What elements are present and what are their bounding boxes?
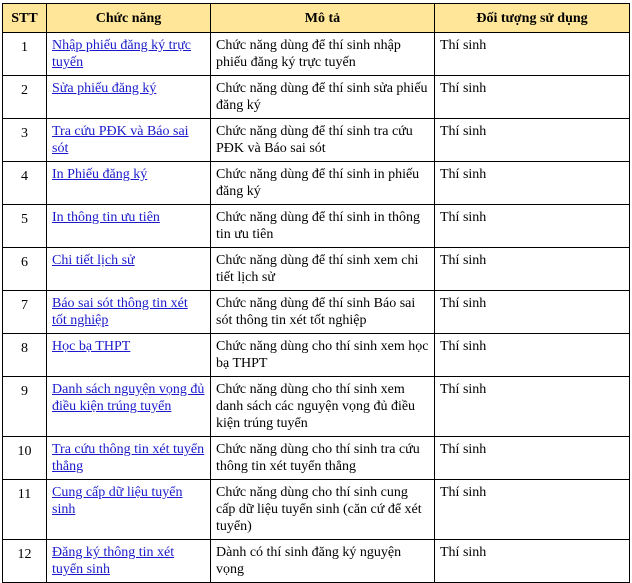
function-link[interactable]: Chi tiết lịch sử	[52, 253, 135, 268]
row-stt: 9	[3, 377, 47, 437]
header-row	[3, 4, 630, 33]
row-description: Dành có thí sinh đăng ký nguyện vọng	[211, 540, 435, 583]
row-function-cell	[47, 334, 211, 377]
row-function-cell	[47, 76, 211, 119]
function-link[interactable]: Tra cứu PĐK và Báo sai sót	[52, 124, 189, 156]
function-link[interactable]: In thông tin ưu tiên	[52, 210, 160, 225]
table-header	[3, 4, 630, 33]
row-stt: 6	[3, 248, 47, 291]
row-stt: 10	[3, 437, 47, 480]
row-description: Chức năng dùng để thí sinh tra cứu PĐK và Báo sai sót	[211, 119, 435, 162]
function-link[interactable]: Đăng ký thông tin xét tuyển sinh	[52, 545, 175, 577]
header-description: Mô tả	[211, 4, 435, 33]
header-user: Đối tượng sử dụng	[435, 4, 630, 33]
table-row	[3, 480, 630, 540]
row-description: Chức năng dùng để thí sinh nhập phiếu đăng ký trực tuyến	[211, 33, 435, 76]
row-user: Thí sinh	[435, 119, 630, 162]
row-stt: 2	[3, 76, 47, 119]
function-link[interactable]: Học bạ THPT	[52, 339, 131, 354]
row-function-cell	[47, 291, 211, 334]
function-link[interactable]: Tra cứu thông tin xét tuyển thẳng	[52, 442, 205, 474]
row-function-cell	[47, 162, 211, 205]
table-body	[3, 33, 630, 583]
table-row	[3, 377, 630, 437]
row-user: Thí sinh	[435, 205, 630, 248]
row-description: Chức năng dùng để thí sinh in thông tin ưu tiên	[211, 205, 435, 248]
row-user: Thí sinh	[435, 76, 630, 119]
table-row	[3, 33, 630, 76]
row-stt: 3	[3, 119, 47, 162]
row-user: Thí sinh	[435, 248, 630, 291]
row-description: Chức năng dùng để thí sinh xem chi tiết lịch sử	[211, 248, 435, 291]
row-stt: 5	[3, 205, 47, 248]
row-stt: 1	[3, 33, 47, 76]
row-function-cell	[47, 119, 211, 162]
table-row	[3, 76, 630, 119]
row-function-cell	[47, 437, 211, 480]
table-row	[3, 119, 630, 162]
table-row	[3, 540, 630, 583]
row-user: Thí sinh	[435, 377, 630, 437]
row-function-cell	[47, 377, 211, 437]
function-link[interactable]: Báo sai sót thông tin xét tốt nghiệp	[52, 296, 188, 328]
row-user: Thí sinh	[435, 480, 630, 540]
table-row	[3, 291, 630, 334]
row-function-cell	[47, 248, 211, 291]
function-link[interactable]: Danh sách nguyện vọng đủ điều kiện trúng tuyển	[52, 382, 205, 414]
row-description: Chức năng dùng cho thí sinh xem danh sách các nguyện vọng đủ điều kiện trúng tuyển	[211, 377, 435, 437]
row-user: Thí sinh	[435, 291, 630, 334]
row-stt: 4	[3, 162, 47, 205]
header-function: Chức năng	[47, 4, 211, 33]
function-link[interactable]: In Phiếu đăng ký	[52, 167, 148, 182]
table-row	[3, 205, 630, 248]
row-function-cell	[47, 33, 211, 76]
table-row	[3, 162, 630, 205]
row-user: Thí sinh	[435, 334, 630, 377]
row-user: Thí sinh	[435, 162, 630, 205]
row-description: Chức năng dùng cho thí sinh xem học bạ THPT	[211, 334, 435, 377]
row-function-cell	[47, 540, 211, 583]
row-description: Chức năng dùng để thí sinh sửa phiếu đăng ký	[211, 76, 435, 119]
function-link[interactable]: Cung cấp dữ liệu tuyển sinh	[52, 485, 183, 517]
row-user: Thí sinh	[435, 540, 630, 583]
row-stt: 11	[3, 480, 47, 540]
row-user: Thí sinh	[435, 437, 630, 480]
row-function-cell	[47, 205, 211, 248]
header-stt: STT	[3, 4, 47, 33]
function-link[interactable]: Nhập phiếu đăng ký trực tuyến	[52, 38, 191, 70]
row-description: Chức năng dùng để thí sinh Báo sai sót thông tin xét tốt nghiệp	[211, 291, 435, 334]
row-function-cell	[47, 480, 211, 540]
table-row	[3, 437, 630, 480]
row-stt: 8	[3, 334, 47, 377]
function-link[interactable]: Sửa phiếu đăng ký	[52, 81, 157, 96]
row-stt: 7	[3, 291, 47, 334]
table-row	[3, 248, 630, 291]
row-user: Thí sinh	[435, 33, 630, 76]
row-stt: 12	[3, 540, 47, 583]
row-description: Chức năng dùng để thí sinh in phiếu đăng ký	[211, 162, 435, 205]
table-row	[3, 334, 630, 377]
row-description: Chức năng dùng cho thí sinh cung cấp dữ liệu tuyển sinh (căn cứ để xét tuyển)	[211, 480, 435, 540]
function-table	[2, 3, 630, 583]
row-description: Chức năng dùng cho thí sinh tra cứu thông tin xét tuyển thẳng	[211, 437, 435, 480]
